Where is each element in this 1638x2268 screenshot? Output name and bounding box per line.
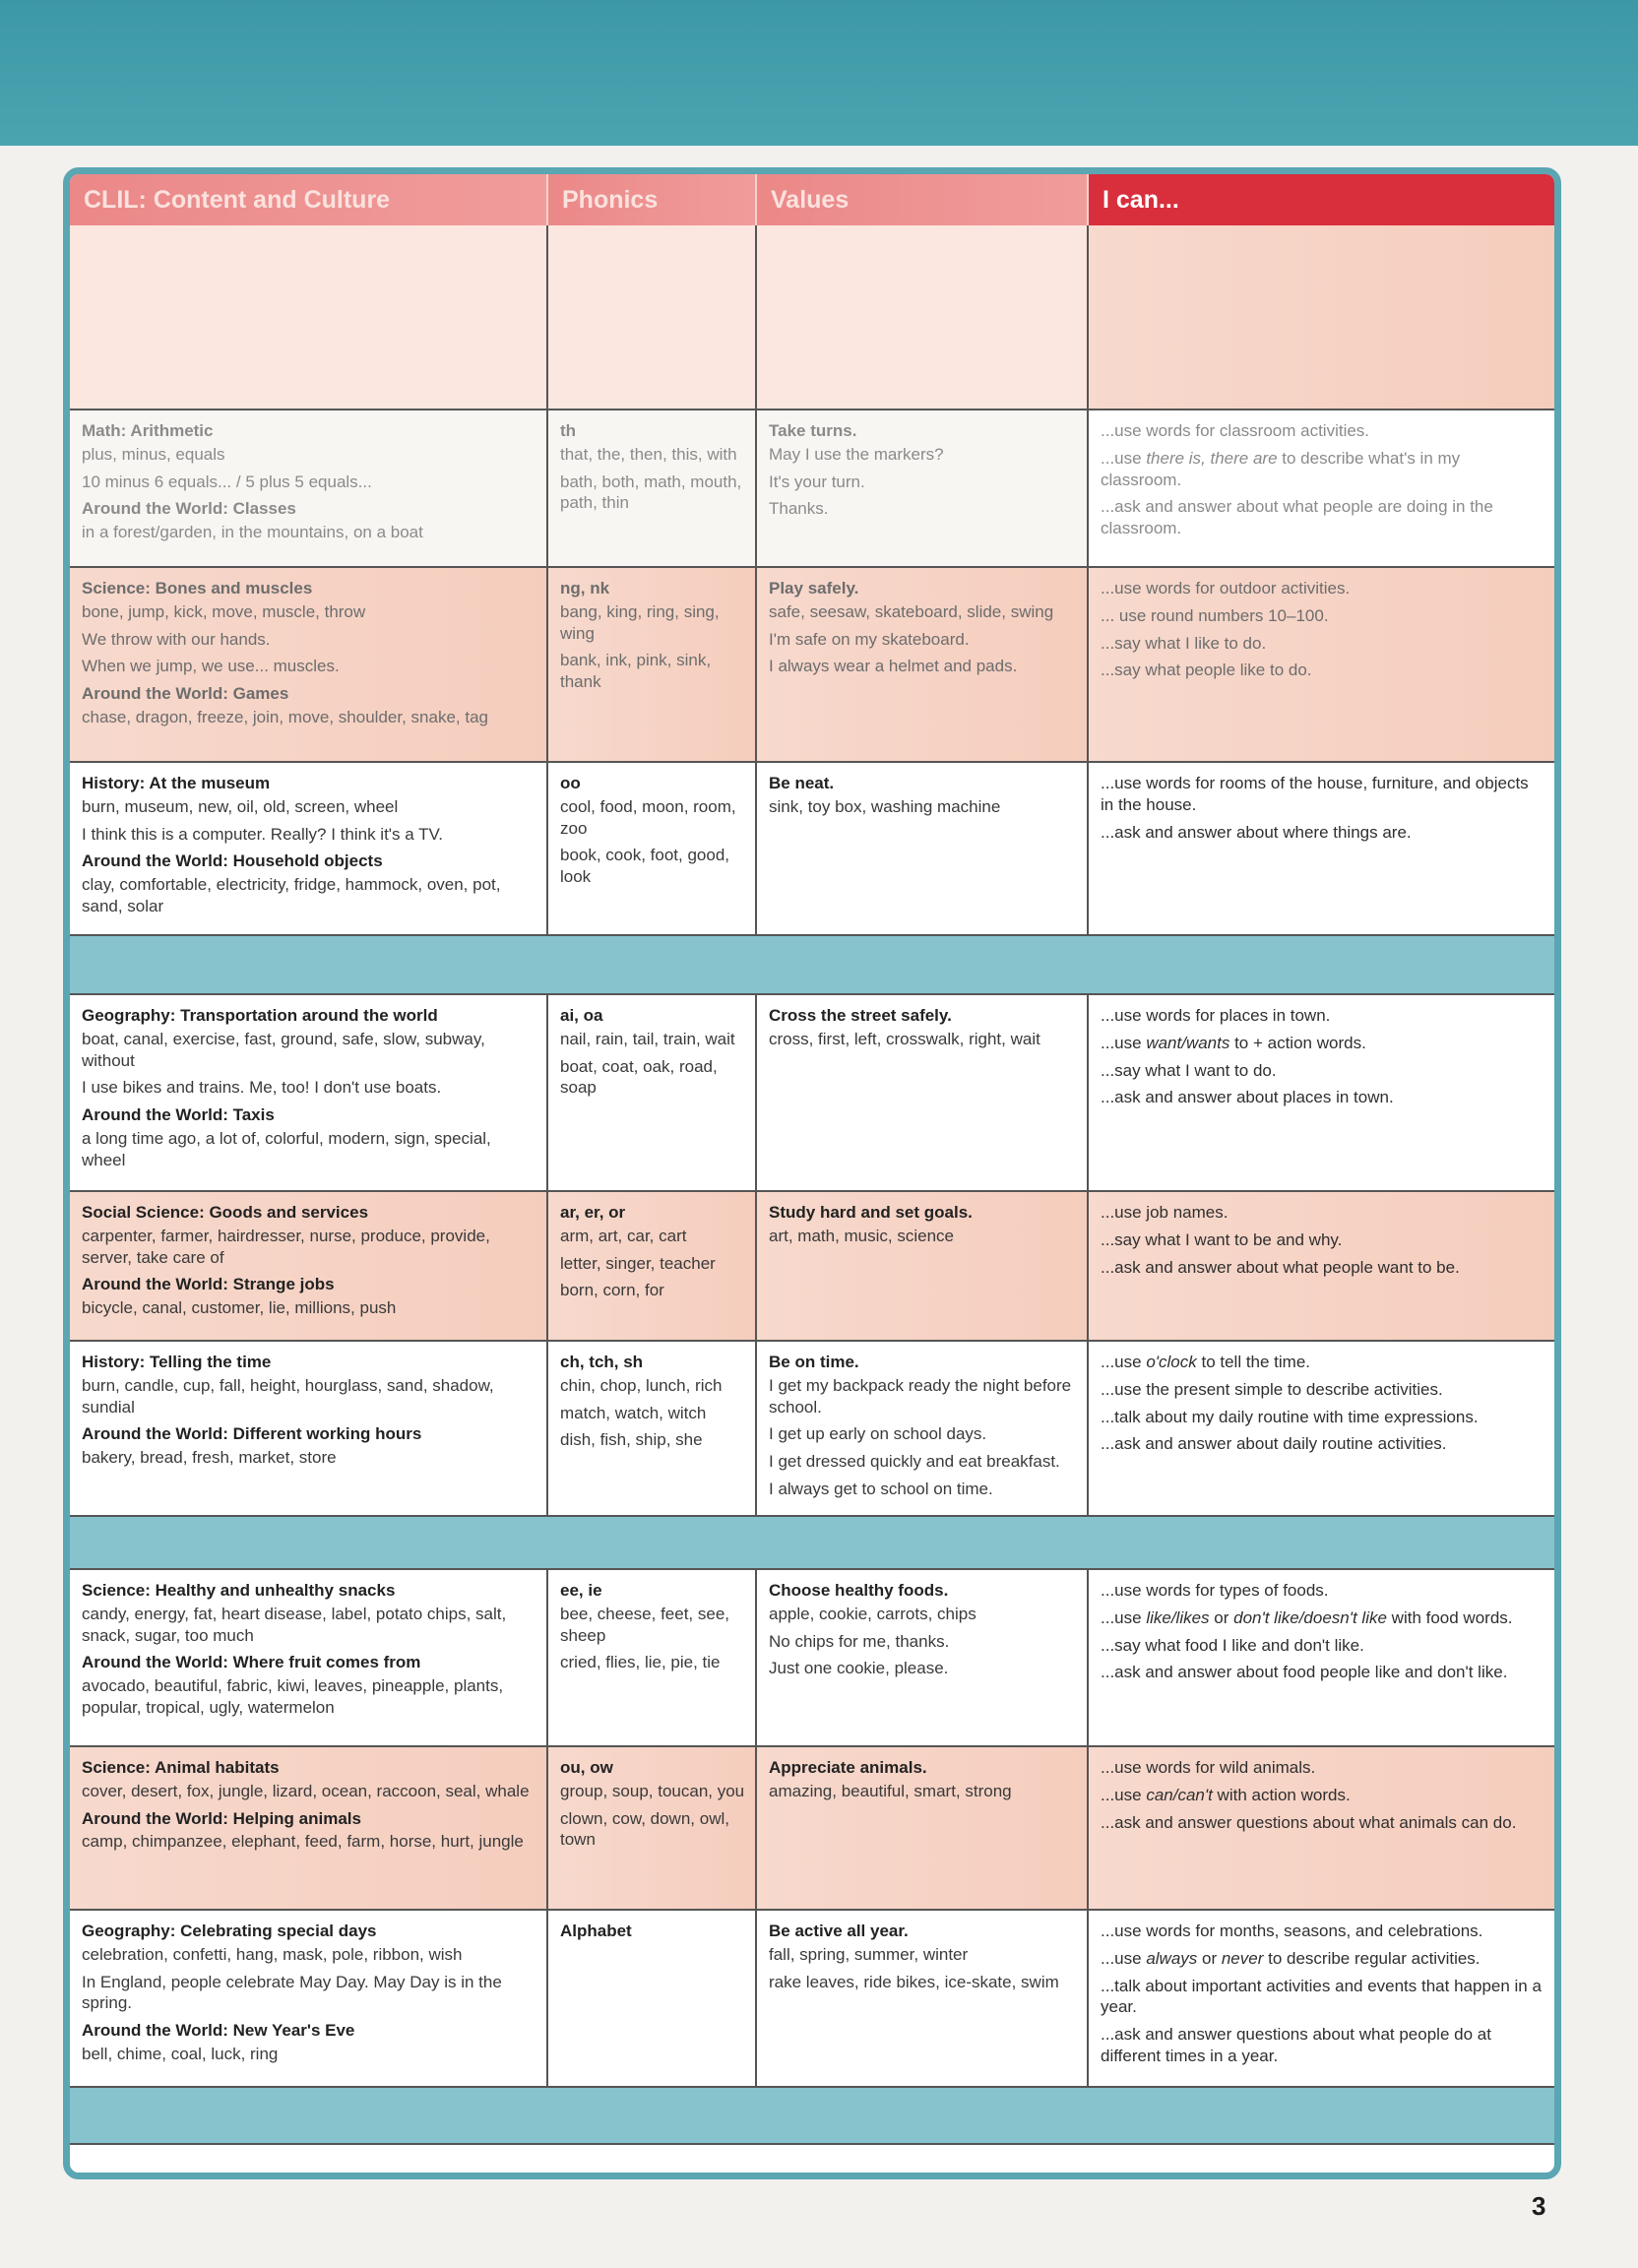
- unit-row-8: [70, 1745, 1554, 1909]
- values-cell: Cross the street safely. cross, first, left, crosswalk, right, wait: [757, 995, 1089, 1190]
- footer-band: [70, 2086, 1554, 2145]
- unit-row-5: [70, 1190, 1554, 1340]
- phonics-cell: ee, ie bee, cheese, feet, see, sheep cried, flies, lie, pie, tie: [548, 1570, 757, 1745]
- unit-row-6: [70, 1340, 1554, 1515]
- unit-row-4: [70, 995, 1554, 1190]
- clil-cell: Social Science: Goods and services carpenter, farmer, hairdresser, nurse, produce, provide, server, take care of Around the World: Strange jobs bicycle, canal, customer, lie, millions, push: [70, 1192, 548, 1340]
- section-divider-band: [70, 1515, 1554, 1570]
- header-values: Values: [757, 174, 1089, 225]
- clil-cell: Geography: Transportation around the world boat, canal, exercise, fast, ground, safe, slow, subway, without I use bikes and trains. Me, too! I don't use boats. Around the World: Taxis a long time ago, a lot of, colorful, modern, sign, special, wheel: [70, 995, 548, 1190]
- header-phonics: Phonics: [548, 174, 757, 225]
- values-cell: Be on time. I get my backpack ready the night before school. I get up early on school days. I get dressed quickly and eat breakfast. I always get to school on time.: [757, 1342, 1089, 1515]
- unit-row-7: [70, 1570, 1554, 1745]
- values-cell: Play safely. safe, seesaw, skateboard, slide, swing I'm safe on my skateboard. I always wear a helmet and pads.: [757, 568, 1089, 761]
- ican-cell: ...use o'clock to tell the time. ...use the present simple to describe activities. ...talk about my daily routine with time expressions. ...ask and answer about daily routine activities.: [1089, 1342, 1554, 1515]
- section-divider-band: [70, 934, 1554, 995]
- unit-row-1: [70, 409, 1554, 566]
- ican-cell: ...use words for months, seasons, and celebrations. ...use always or never to describe regular activities. ...talk about important activities and events that happen in a year. ...ask and answer questions about what people do at different times in a year.: [1089, 1911, 1554, 2086]
- phonics-cell: ar, er, or arm, art, car, cart letter, singer, teacher born, corn, for: [548, 1192, 757, 1340]
- unit-row-2: [70, 566, 1554, 761]
- page-number: 3: [1532, 2191, 1546, 2221]
- unit-row-3: [70, 761, 1554, 934]
- unit-row-9: [70, 1909, 1554, 2086]
- phonics-cell: ou, ow group, soup, toucan, you clown, cow, down, owl, town: [548, 1747, 757, 1909]
- ican-cell: ...use words for outdoor activities. ... use round numbers 10–100. ...say what I like to do. ...say what people like to do.: [1089, 568, 1554, 761]
- blank-unit-row: [70, 225, 1554, 409]
- phonics-cell: oo cool, food, moon, room, zoo book, cook, foot, good, look: [548, 763, 757, 934]
- phonics-cell: ch, tch, sh chin, chop, lunch, rich match, watch, witch dish, fish, ship, she: [548, 1342, 757, 1515]
- ican-cell: ...use words for types of foods. ...use like/likes or don't like/doesn't like with food words. ...say what food I like and don't like. ...ask and answer about food people like and don't like.: [1089, 1570, 1554, 1745]
- clil-cell: Geography: Celebrating special days celebration, confetti, hang, mask, pole, ribbon, wish In England, people celebrate May Day. May Day is in the spring. Around the World: New Year's Eve bell, chime, coal, luck, ring: [70, 1911, 548, 2086]
- phonics-cell: Alphabet: [548, 1911, 757, 2086]
- ican-cell: ...use job names. ...say what I want to be and why. ...ask and answer about what people want to be.: [1089, 1192, 1554, 1340]
- header-clil: CLIL: Content and Culture: [70, 174, 548, 225]
- values-cell: Be active all year. fall, spring, summer, winter rake leaves, ride bikes, ice-skate, swim: [757, 1911, 1089, 2086]
- clil-cell: History: At the museum burn, museum, new, oil, old, screen, wheel I think this is a computer. Really? I think it's a TV. Around the World: Household objects clay, comfortable, electricity, fridge, hammock, oven, pot, sand, solar: [70, 763, 548, 934]
- values-cell: Study hard and set goals. art, math, music, science: [757, 1192, 1089, 1340]
- clil-cell: Science: Bones and muscles bone, jump, kick, move, muscle, throw We throw with our hands. When we jump, we use... muscles. Around the World: Games chase, dragon, freeze, join, move, shoulder, snake, tag: [70, 568, 548, 761]
- ican-cell: ...use words for rooms of the house, furniture, and objects in the house. ...ask and answer about where things are.: [1089, 763, 1554, 934]
- clil-cell: History: Telling the time burn, candle, cup, fall, height, hourglass, sand, shadow, sundial Around the World: Different working hours bakery, bread, fresh, market, store: [70, 1342, 548, 1515]
- values-cell: Choose healthy foods. apple, cookie, carrots, chips No chips for me, thanks. Just one cookie, please.: [757, 1570, 1089, 1745]
- clil-cell: Math: Arithmetic plus, minus, equals 10 minus 6 equals... / 5 plus 5 equals... Around the World: Classes in a forest/garden, in the mountains, on a boat: [70, 410, 548, 566]
- top-teal-band: [0, 0, 1638, 146]
- clil-cell: Science: Animal habitats cover, desert, fox, jungle, lizard, ocean, raccoon, seal, whale Around the World: Helping animals camp, chimpanzee, elephant, feed, farm, horse, hurt, jungle: [70, 1747, 548, 1909]
- scope-table-frame: [63, 167, 1561, 2179]
- header-ican: I can...: [1089, 174, 1554, 225]
- values-cell: Be neat. sink, toy box, washing machine: [757, 763, 1089, 934]
- phonics-cell: ai, oa nail, rain, tail, train, wait boat, coat, oak, road, soap: [548, 995, 757, 1190]
- values-cell: Take turns. May I use the markers? It's your turn. Thanks.: [757, 410, 1089, 566]
- phonics-cell: th that, the, then, this, with bath, both, math, mouth, path, thin: [548, 410, 757, 566]
- footer-blank: [70, 2145, 1554, 2179]
- ican-cell: ...use words for wild animals. ...use can/can't with action words. ...ask and answer questions about what animals can do.: [1089, 1747, 1554, 1909]
- clil-cell: Science: Healthy and unhealthy snacks candy, energy, fat, heart disease, label, potato chips, salt, snack, sugar, too much Around the World: Where fruit comes from avocado, beautiful, fabric, kiwi, leaves, pineapple, plants, popular, tropical, ugly, watermelon: [70, 1570, 548, 1745]
- phonics-cell: ng, nk bang, king, ring, sing, wing bank, ink, pink, sink, thank: [548, 568, 757, 761]
- values-cell: Appreciate animals. amazing, beautiful, smart, strong: [757, 1747, 1089, 1909]
- ican-cell: ...use words for classroom activities. ...use there is, there are to describe what's in my classroom. ...ask and answer about what people are doing in the classroom.: [1089, 410, 1554, 566]
- ican-cell: ...use words for places in town. ...use want/wants to + action words. ...say what I want to do. ...ask and answer about places in town.: [1089, 995, 1554, 1190]
- table-header-row: [70, 174, 1554, 225]
